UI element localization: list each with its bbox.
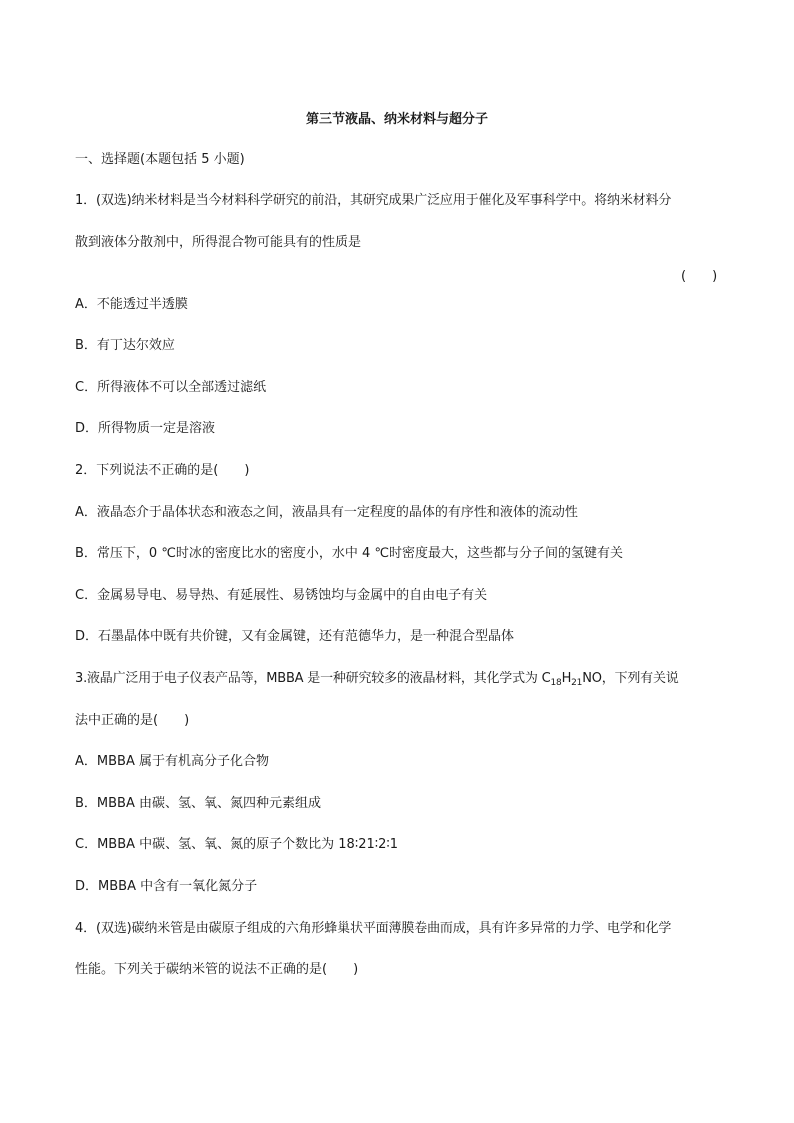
question-1-stem-line-1: 1．(双选)纳米材料是当今材料科学研究的前沿，其研究成果广泛应用于催化及军事科学中。将纳米材料分 [75,193,672,208]
question-3-option-c: C．MBBA 中碳、氢、氧、氮的原子个数比为 18∶21∶2∶1 [75,837,399,852]
question-3-stem-text-end: ，下列有关说 [601,671,679,686]
question-1-option-c: C．所得液体不可以全部透过滤纸 [75,380,267,395]
question-3-stem-text: 3.液晶广泛用于电子仪表产品等，MBBA 是一种研究较多的液晶材料，其化学式为 [75,671,542,686]
question-2-option-a: A．液晶态介于晶体状态和液态之间，液晶具有一定程度的晶体的有序性和液体的流动性 [75,505,578,520]
question-4-stem-line-1: 4．(双选)碳纳米管是由碳原子组成的六角形蜂巢状平面薄膜卷曲而成，具有许多异常的力学、电学和化学 [75,921,672,936]
answer-blank: ( ) [681,269,718,284]
section-heading: 一、选择题(本题包括 5 小题) [75,152,245,167]
question-1-option-a: A．不能透过半透膜 [75,297,188,312]
question-3-option-a: A．MBBA 属于有机高分子化合物 [75,754,269,769]
question-2-option-b: B．常压下，0 ℃时冰的密度比水的密度小，水中 4 ℃时密度最大，这些都与分子间的氢键有关 [75,546,624,561]
question-3-stem-line-1 [75,671,725,687]
question-3-stem-line-2: 法中正确的是( ) [75,713,190,728]
question-4-stem-line-2: 性能。下列关于碳纳米管的说法不正确的是( ) [75,962,359,977]
question-2-stem: 2．下列说法不正确的是( ) [75,463,250,478]
question-1-stem-line-2: 散到液体分散剂中，所得混合物可能具有的性质是 [75,235,362,250]
question-1-option-b: B．有丁达尔效应 [75,338,175,353]
question-3-option-d: D．MBBA 中含有一氧化氮分子 [75,879,258,894]
question-3-option-b: B．MBBA 由碳、氢、氧、氮四种元素组成 [75,796,321,811]
question-1-option-d: D．所得物质一定是溶液 [75,421,216,436]
question-2-option-c: C．金属易导电、易导热、有延展性、易锈蚀均与金属中的自由电子有关 [75,588,488,603]
page-title: 第三节液晶、纳米材料与超分子 [305,112,488,127]
chemical-formula: $C_{18}H_{21}NO$ [541,671,602,688]
question-2-option-d: D．石墨晶体中既有共价键，又有金属键，还有范德华力，是一种混合型晶体 [75,629,515,644]
